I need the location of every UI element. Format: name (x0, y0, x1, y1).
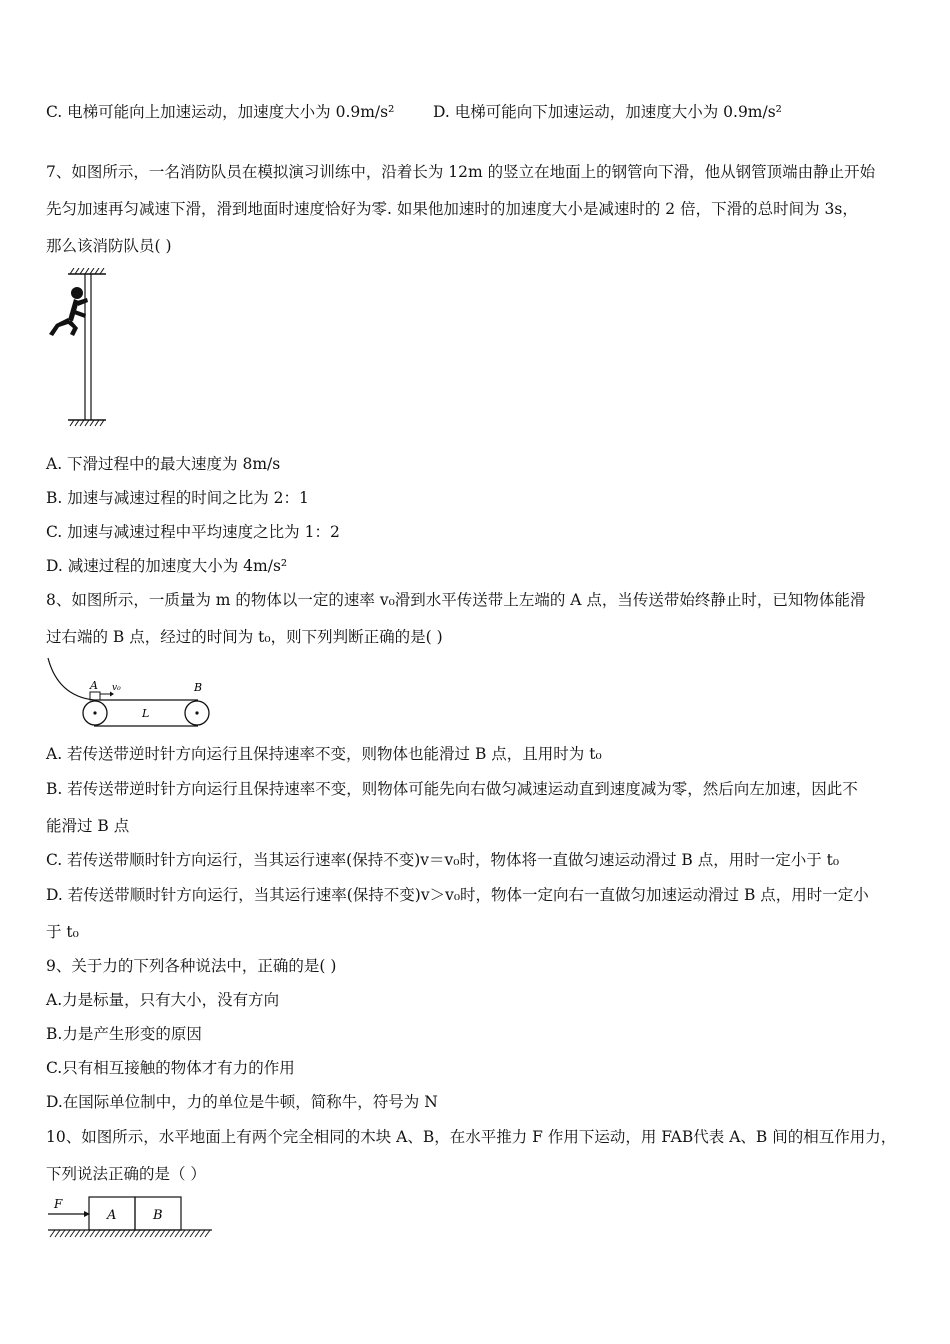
q8-option-b-line-2: 能滑过 B 点 (46, 817, 130, 835)
label-l: L (142, 707, 150, 720)
label-b: B (194, 681, 203, 694)
q7-stem-line-2: 先匀加速再匀减速下滑，滑到地面时速度恰好为零. 如果他加速时的加速度大小是减速时的 2 倍，下滑的总时间为 3s， (46, 200, 858, 218)
conveyor-belt-figure (44, 656, 214, 732)
label-f: F (54, 1197, 63, 1211)
q9-stem: 9、关于力的下列各种说法中，正确的是( ) (46, 957, 337, 975)
q7-option-c: C. 加速与减速过程中平均速度之比为 1：2 (46, 523, 340, 541)
q8-stem-line-1: 8、如图所示，一质量为 m 的物体以一定的速率 v₀滑到水平传送带上左端的 A 点，当传送带始终静止时，已知物体能滑 (46, 591, 866, 609)
q6-option-c: C. 电梯可能向上加速运动，加速度大小为 0.9m/s² (46, 103, 395, 121)
label-a: A (90, 679, 98, 692)
q8-stem-line-2: 过右端的 B 点，经过的时间为 t₀，则下列判断正确的是( ) (46, 628, 443, 646)
q8-option-a: A. 若传送带逆时针方向运行且保持速率不变，则物体也能滑过 B 点，且用时为 t₀ (46, 745, 602, 763)
q10-stem-line-1: 10、如图所示，水平地面上有两个完全相同的木块 A、B，在水平推力 F 作用下运动，用 FAB代表 A、B 间的相互作用力， (46, 1128, 897, 1146)
q7-option-d: D. 减速过程的加速度大小为 4m/s² (46, 557, 288, 575)
q9-option-d: D.在国际单位制中，力的单位是牛顿，简称牛，符号为 N (46, 1093, 438, 1111)
q6-option-d: D. 电梯可能向下加速运动，加速度大小为 0.9m/s² (433, 103, 782, 121)
label-v0: v₀ (112, 683, 121, 693)
q10-stem-line-2: 下列说法正确的是（ ） (46, 1165, 206, 1183)
q9-option-a: A.力是标量，只有大小，没有方向 (46, 991, 280, 1009)
q8-option-c: C. 若传送带顺时针方向运行，当其运行速率(保持不变)v＝v₀时，物体将一直做匀速运动滑过 B 点，用时一定小于 t₀ (46, 851, 840, 869)
blocks-ab-figure (44, 1190, 216, 1242)
q7-stem-line-1: 7、如图所示，一名消防队员在模拟演习训练中，沿着长为 12m 的竖立在地面上的钢管向下滑，他从钢管顶端由静止开始 (46, 163, 876, 181)
block (90, 692, 100, 700)
q7-stem-line-3: 那么该消防队员( ) (46, 237, 172, 255)
label-block-a: A (107, 1208, 117, 1223)
q8-option-d-line-1: D. 若传送带顺时针方向运行，当其运行速率(保持不变)v＞v₀时，物体一定向右一直做匀加速运动滑过 B 点，用时一定小 (46, 886, 869, 904)
firefighter-pole-figure (44, 268, 114, 430)
q7-option-a: A. 下滑过程中的最大速度为 8m/s (46, 455, 281, 473)
q8-option-b-line-1: B. 若传送带逆时针方向运行且保持速率不变，则物体可能先向右做匀减速运动直到速度减为零，然后向左加速，因此不 (46, 780, 858, 798)
q7-option-b: B. 加速与减速过程的时间之比为 2：1 (46, 489, 309, 507)
q9-option-b: B.力是产生形变的原因 (46, 1025, 202, 1043)
q9-option-c: C.只有相互接触的物体才有力的作用 (46, 1059, 295, 1077)
label-block-b: B (153, 1208, 163, 1223)
firefighter-icon (49, 287, 88, 336)
q8-option-d-line-2: 于 t₀ (46, 923, 79, 941)
